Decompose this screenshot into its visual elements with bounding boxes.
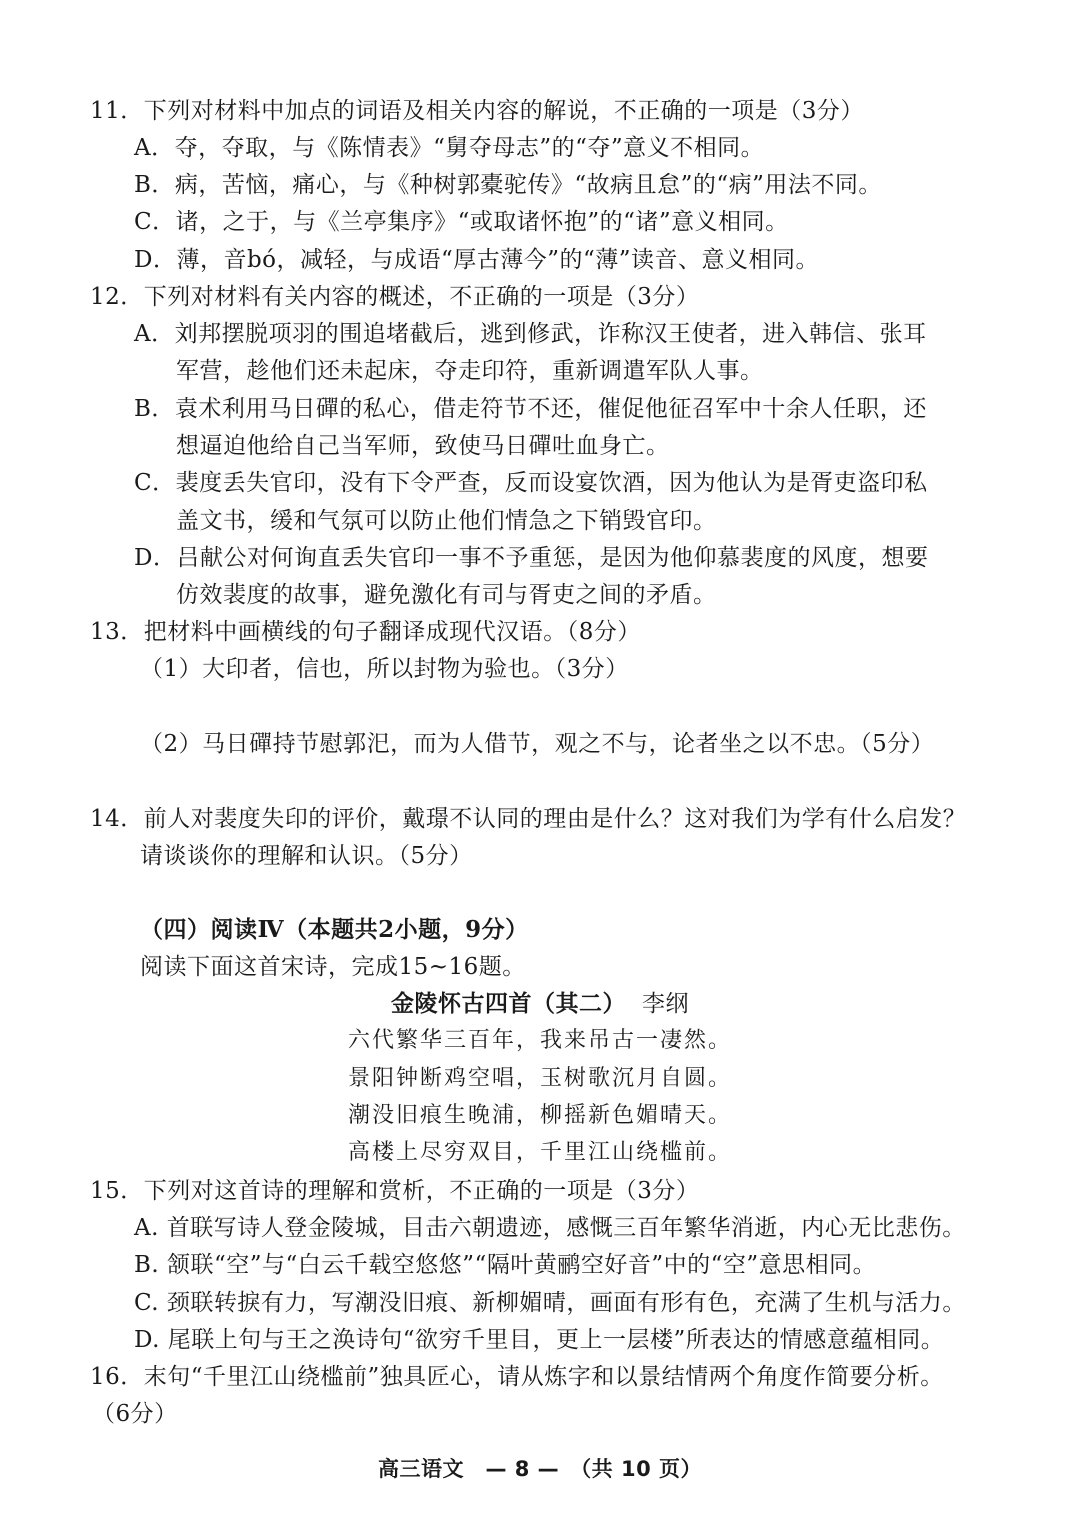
q16-line1: 16．末句“千里江山绕槛前”独具匠心，请从炼字和以景结情两个角度作简要分析。: [90, 1364, 944, 1390]
q12-option-c-line2: 盖文书，缓和气氛可以防止他们情急之下销毁官印。: [176, 508, 717, 534]
q11-stem: 11．下列对材料中加点的词语及相关内容的解说，不正确的一项是（3分）: [90, 98, 864, 124]
q12-stem: 12．下列对材料有关内容的概述，不正确的一项是（3分）: [90, 284, 700, 310]
q13-sentence-2: （2）马日磾持节慰郭汜，而为人借节，观之不与，论者坐之以不忠。（5分）: [140, 731, 935, 757]
q12-option-a-line2: 军营，趁他们还未起床，夺走印符，重新调遣军队人事。: [176, 358, 764, 384]
q12-option-d-line1: D．吕献公对何询直丢失官印一事不予重惩，是因为他仰慕裴度的风度，想要: [134, 545, 929, 571]
poem-line-4: 高楼上尽穷双目，千里江山绕槛前。: [347, 1140, 732, 1165]
q11-option-b: B．病，苦恼，痛心，与《种树郭橐驼传》“故病且怠”的“病”用法不同。: [134, 172, 882, 198]
section4-heading: （四）阅读Ⅳ（本题共2小题，9分）: [140, 916, 529, 943]
q15-option-c: C. 颈联转捩有力，写潮没旧痕、新柳媚晴，画面有形有色，充满了生机与活力。: [134, 1290, 966, 1316]
poem-line-1: 六代繁华三百年，我来吊古一凄然。: [347, 1028, 732, 1053]
q11-option-a: A．夺，夺取，与《陈情表》“舅夺母志”的“夺”意义不相同。: [134, 135, 765, 161]
q15-option-a: A. 首联写诗人登金陵城，目击六朝遗迹，感慨三百年繁华消逝，内心无比悲伤。: [134, 1215, 966, 1241]
section4-instruction: 阅读下面这首宋诗，完成15~16题。: [140, 954, 526, 980]
poem-title-line: [0, 987, 1080, 1021]
q15-option-b: B. 颔联“空”与“白云千载空悠悠”“隔叶黄鹂空好音”中的“空”意思相同。: [134, 1252, 877, 1278]
poem-author: 李纲: [642, 991, 689, 1017]
poem-line-3: 潮没旧痕生晚浦，柳摇新色媚晴天。: [347, 1103, 732, 1128]
q12-option-a-line1: A．刘邦摆脱项羽的围追堵截后，逃到修武，诈称汉王使者，进入韩信、张耳: [134, 321, 927, 347]
q12-option-b-line2: 想逼迫他给自己当军师，致使马日磾吐血身亡。: [176, 433, 670, 459]
q16-line2: （6分）: [92, 1401, 178, 1427]
q14-line2: 请谈谈你的理解和认识。（5分）: [140, 843, 473, 869]
q13-sentence-1: （1）大印者，信也，所以封物为验也。（3分）: [140, 656, 629, 682]
q13-stem: 13．把材料中画横线的句子翻译成现代汉语。（8分）: [90, 619, 641, 645]
poem-line-2: 景阳钟断鸡空唱，玉树歌沉月自圆。: [347, 1066, 732, 1091]
q14-line1: 14．前人对裴度失印的评价，戴璟不认同的理由是什么？这对我们为学有什么启发？: [90, 806, 967, 832]
q15-stem: 15．下列对这首诗的理解和赏析，不正确的一项是（3分）: [90, 1178, 700, 1204]
q12-option-d-line2: 仿效裴度的故事，避免激化有司与胥吏之间的矛盾。: [176, 582, 717, 608]
q12-option-c-line1: C．裴度丢失官印，没有下令严查，反而设宴饮酒，因为他认为是胥吏盗印私: [134, 470, 928, 496]
q11-option-c: C．诸，之于，与《兰亭集序》“或取诸怀抱”的“诸”意义相同。: [134, 209, 789, 235]
q11-option-d: D．薄，音bó，减轻，与成语“厚古薄今”的“薄”读音、意义相同。: [134, 247, 820, 273]
q15-option-d: D. 尾联上句与王之涣诗句“欲穷千里目，更上一层楼”所表达的情感意蕴相同。: [134, 1327, 945, 1353]
q12-option-b-line1: B．袁术利用马日磾的私心，借走符节不还，催促他征召军中十余人任职，还: [134, 396, 927, 422]
poem-title: 金陵怀古四首（其二）: [391, 990, 626, 1017]
page-footer: 高三语文 — 8 — （共 10 页）: [377, 1457, 703, 1481]
